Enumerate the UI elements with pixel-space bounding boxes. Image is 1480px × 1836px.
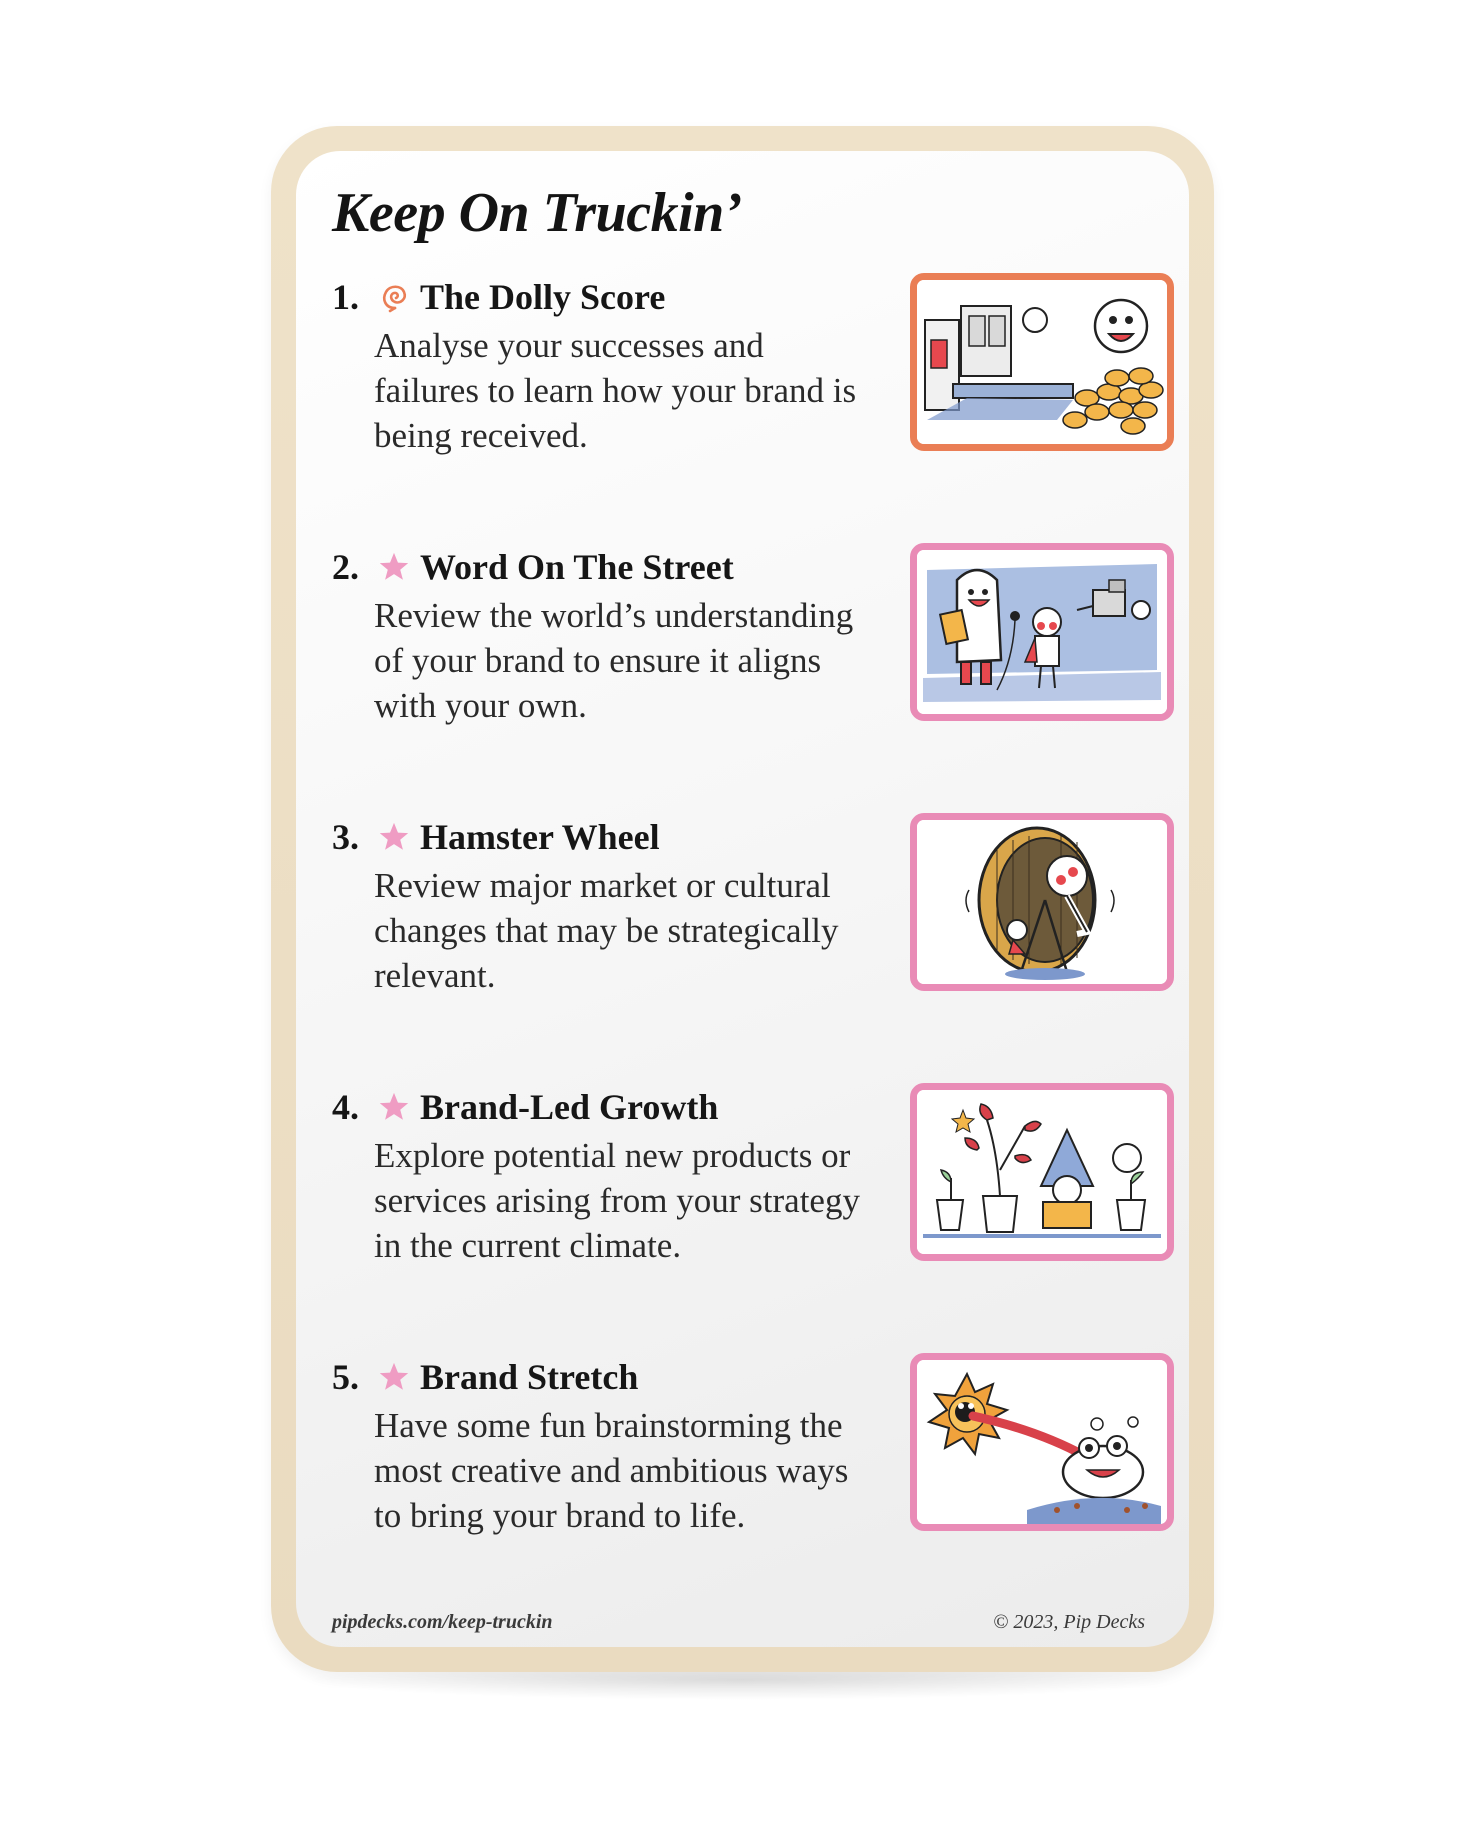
footer-copyright: © 2023, Pip Decks bbox=[993, 1611, 1145, 1633]
item-text bbox=[332, 541, 862, 728]
item-title: Brand-Led Growth bbox=[420, 1087, 719, 1127]
item-number: 4. bbox=[332, 1087, 359, 1127]
card-title: Keep On Truckin’ bbox=[332, 182, 742, 244]
item-text bbox=[332, 1081, 862, 1268]
item-number: 2. bbox=[332, 547, 359, 587]
star-icon bbox=[374, 817, 414, 857]
plant-pots-illustration bbox=[910, 1083, 1174, 1261]
list-item-5 bbox=[332, 1351, 1172, 1546]
star-icon bbox=[374, 547, 414, 587]
item-number: 5. bbox=[332, 1357, 359, 1397]
item-description: Analyse your successes and failures to learn how your brand is being received. bbox=[374, 326, 857, 455]
street-interview-illustration bbox=[910, 543, 1174, 721]
item-text bbox=[332, 271, 862, 458]
card bbox=[296, 151, 1189, 1647]
item-text bbox=[332, 811, 862, 998]
item-number: 1. bbox=[332, 277, 359, 317]
item-heading bbox=[332, 541, 862, 593]
item-title: Word On The Street bbox=[420, 547, 734, 587]
list-item-4 bbox=[332, 1081, 1172, 1276]
item-text bbox=[332, 1351, 862, 1538]
item-heading bbox=[332, 1081, 862, 1133]
item-description: Review major market or cultural changes that may be strategically relevant. bbox=[374, 866, 839, 995]
swirl-icon bbox=[374, 277, 414, 317]
list-item-3 bbox=[332, 811, 1172, 1006]
item-description: Have some fun brainstorming the most creative and ambitious ways to bring your brand to life. bbox=[374, 1406, 849, 1535]
star-icon bbox=[374, 1087, 414, 1127]
item-heading bbox=[332, 1351, 862, 1403]
item-title: The Dolly Score bbox=[420, 277, 666, 317]
star-icon bbox=[374, 1357, 414, 1397]
item-description: Review the world’s understanding of your brand to ensure it aligns with your own. bbox=[374, 596, 854, 725]
item-heading bbox=[332, 271, 862, 323]
item-description: Explore potential new products or services arising from your strategy in the current climate. bbox=[374, 1136, 860, 1265]
factory-machine-illustration bbox=[910, 273, 1174, 451]
item-heading bbox=[332, 811, 862, 863]
list-item-1 bbox=[332, 271, 1172, 466]
frog-tongue-sun-illustration bbox=[910, 1353, 1174, 1531]
item-title: Hamster Wheel bbox=[420, 817, 660, 857]
list-item-2 bbox=[332, 541, 1172, 736]
item-number: 3. bbox=[332, 817, 359, 857]
hamster-wheel-illustration bbox=[910, 813, 1174, 991]
footer-url: pipdecks.com/keep-truckin bbox=[332, 1611, 553, 1633]
item-title: Brand Stretch bbox=[420, 1357, 639, 1397]
